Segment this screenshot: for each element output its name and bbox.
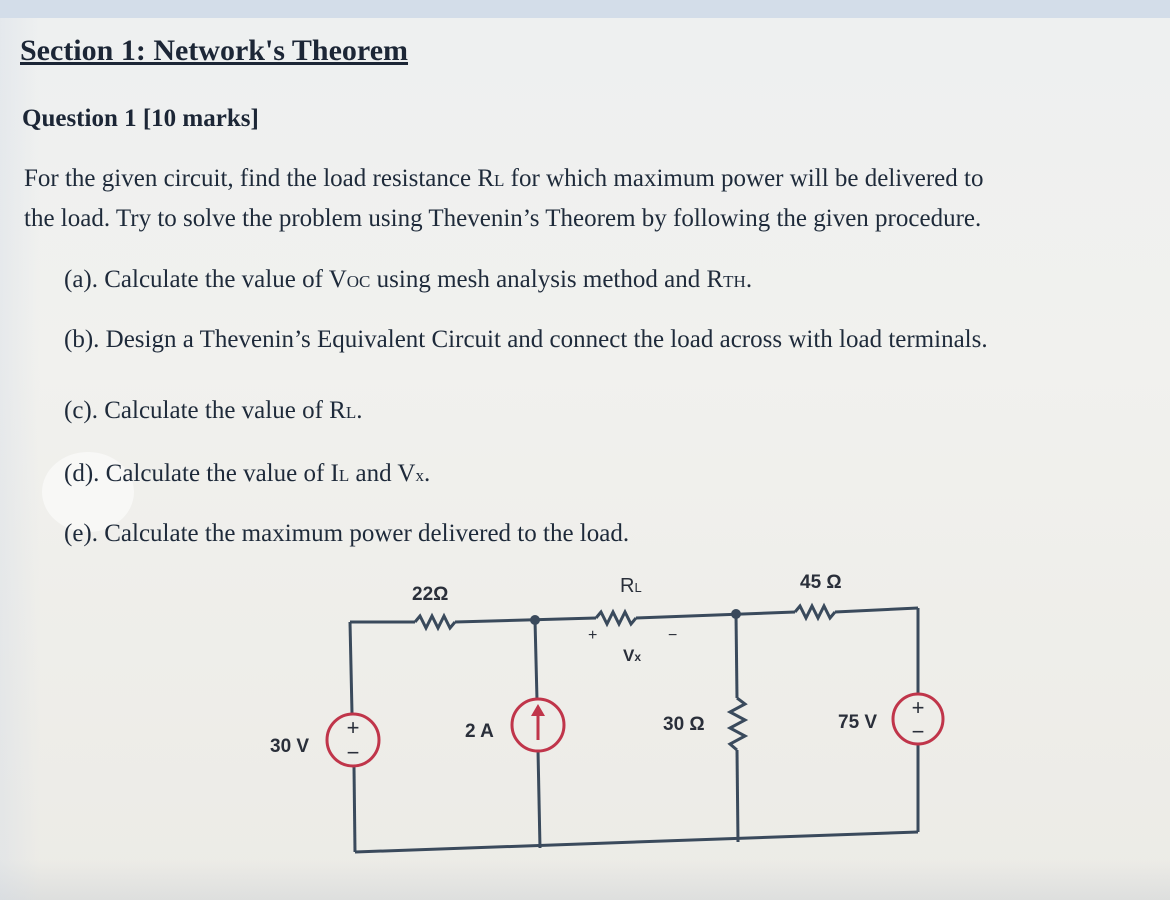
vx-plus: + [588,627,598,644]
item-b: (b). Design a Thevenin’s Equivalent Circuit and connect the load across with load terminals. [64,326,988,353]
item-d: (d). Calculate the value of IL and Vx. [64,460,431,487]
intro-line1-rest: for which maximum power will be delivered to [504,165,984,192]
intro-line2: the load. Try to solve the problem using Thevenin’s Theorem by following the given procedure. [24,205,982,232]
intro-line1-subscript: L [494,171,505,190]
v1-label: 30 V [270,736,310,757]
r3-label: 45 Ω [800,572,842,593]
arrow-up-icon [531,704,545,716]
load-resistor [596,612,636,624]
rl-label: RL [620,575,642,597]
item-e: (e). Calculate the maximum power delivered to the load. [64,520,630,547]
intro-line1: For the given circuit, find the load resistance R [24,165,495,192]
junction-dots [530,609,741,625]
vx-label: Vx [623,646,642,665]
r1-label: 22Ω [412,584,449,605]
minus-sign: − [346,740,360,765]
v2-label: 75 V [838,712,878,733]
minus-sign: − [911,719,925,744]
item-a: (a). Calculate the value of VOC using mesh analysis method and RTH. [64,266,753,293]
vx-minus: − [668,627,678,644]
item-c: (c). Calculate the value of RL. [64,397,363,424]
resistor-22-ohm [415,616,455,628]
resistor-30-ohm [730,698,745,750]
wires [350,606,918,852]
plus-sign: + [911,695,925,720]
question-title: Question 1 [10 marks] [22,105,259,132]
section-title: Section 1: Network's Theorem [20,34,409,67]
i1-label: 2 A [465,721,494,742]
resistor-45-ohm [795,606,835,618]
plus-sign: + [346,715,360,740]
voltage-source-75v [893,694,943,744]
voltage-source-30v [327,714,379,766]
current-source-2a [512,699,564,751]
r2-label: 30 Ω [663,714,705,735]
